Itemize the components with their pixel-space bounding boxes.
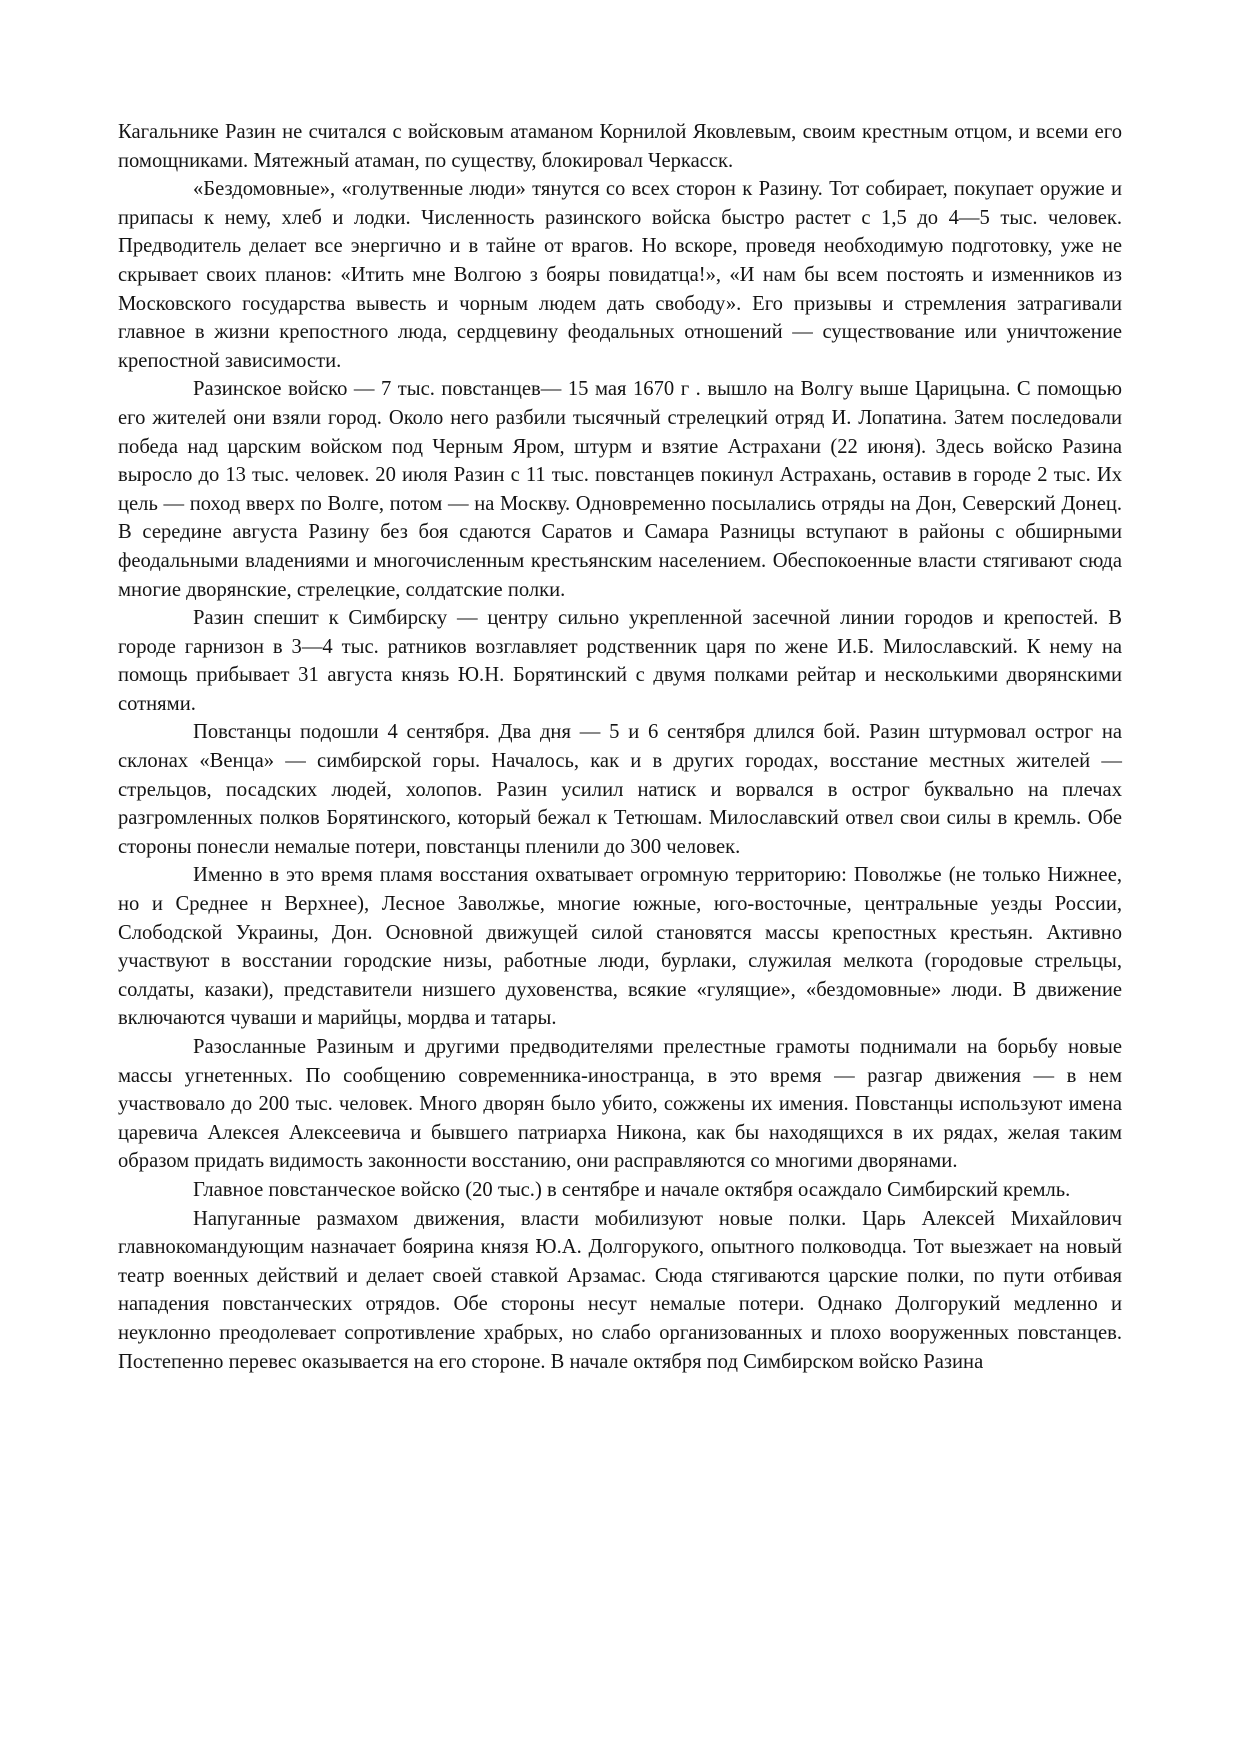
document-page: [118, 118, 1122, 1376]
paragraph: Повстанцы подошли 4 сентября. Два дня — 5 и 6 сентября длился бой. Разин штурмовал острог на склонах «Венца» — симбирской горы. Началось, как и в других городах, восстание местных жителей — стрельцов, посадских людей, холопов. Разин усилил натиск и ворвался в острог буквально на плечах разгромленных полков Борятинского, который бежал к Тетюшам. Милославский отвел свои силы в кремль. Обе стороны понесли немалые потери, повстанцы пленили до 300 человек.: [118, 721, 1122, 858]
paragraph: Главное повстанческое войско (20 тыс.) в сентябре и начале октября осаждало Симбирский кремль.: [193, 1178, 1071, 1201]
paragraph: Разин спешит к Симбирску — центру сильно укрепленной засечной линии городов и крепостей. В городе гарнизон в 3—4 тыс. ратников возглавляет родственник царя по жене И.Б. Милославский. К нему на помощь прибывает 31 августа князь Ю.Н. Борятинский с двумя полками рейтар и несколькими дворянскими сотнями.: [118, 607, 1122, 715]
paragraph: Напуганные размахом движения, власти мобилизуют новые полки. Царь Алексей Михайлович главнокомандующим назначает боярина князя Ю.А. Долгорукого, опытного полководца. Тот выезжает на новый театр военных действий и делает своей ставкой Арзамас. Сюда стягиваются царские полки, по пути отбивая нападения повстанческих отрядов. Обе стороны несут немалые потери. Однако Долгорукий медленно и неуклонно преодолевает сопротивление храбрых, но слабо организованных и плохо вооруженных повстанцев. Постепенно перевес оказывается на его стороне. В начале октября под Симбирском войско Разина: [118, 1207, 1122, 1373]
paragraph: Разинское войско — 7 тыс. повстанцев— 15 мая 1670 г . вышло на Волгу выше Царицына. С помощью его жителей они взяли город. Около него разбили тысячный стрелецкий отряд И. Лопатина. Затем последовали победа над царским войском под Черным Яром, штурм и взятие Астрахани (22 июня). Здесь войско Разина выросло до 13 тыс. человек. 20 июля Разин с 11 тыс. повстанцев покинул Астрахань, оставив в городе 2 тыс. Их цель — поход вверх по Волге, потом — на Москву. Одновременно посылались отряды на Дон, Северский Донец. В середине августа Разину без боя сдаются Саратов и Самара Разницы вступают в районы с обширными феодальными владениями и многочисленным крестьянским населением. Обеспокоенные власти стягивают сюда многие дворянские, стрелецкие, солдатские полки.: [118, 378, 1122, 601]
paragraph: «Бездомовные», «голутвенные люди» тянутся со всех сторон к Разину. Тот собирает, покупает оружие и припасы к нему, хлеб и лодки. Численность разинского войска быстро растет с 1,5 до 4—5 тыс. человек. Предводитель делает все энергично и в тайне от врагов. Но вскоре, проведя необходимую подготовку, уже не скрывает своих планов: «Итить мне Волгою з бояры повидатца!», «И нам бы всем постоять и изменников из Московского государства вывесть и чорным людем дать свободу». Его призывы и стремления затрагивали главное в жизни крепостного люда, сердцевину феодальных отношений — существование или уничтожение крепостной зависимости.: [118, 178, 1122, 372]
paragraph: Разосланные Разиным и другими предводителями прелестные грамоты поднимали на борьбу новые массы угнетенных. По сообщению современника-иностранца, в это время — разгар движения — в нем участвовало до 200 тыс. человек. Много дворян было убито, сожжены их имения. Повстанцы используют имена царевича Алексея Алексеевича и бывшего патриарха Никона, как бы находящихся в их рядах, желая таким образом придать видимость законности восстанию, они расправляются со многими дворянами.: [118, 1036, 1122, 1173]
paragraph: Именно в это время пламя восстания охватывает огромную территорию: Поволжье (не только Нижнее, но и Среднее н Верхнее), Лесное Заволжье, многие южные, юго-восточные, центральные уезды России, Слободской Украины, Дон. Основной движущей силой становятся массы крепостных крестьян. Активно участвуют в восстании городские низы, работные люди, бурлаки, служилая мелкота (городовые стрельцы, солдаты, казаки), представители низшего духовенства, всякие «гулящие», «бездомовные» люди. В движение включаются чуваши и марийцы, мордва и татары.: [118, 864, 1122, 1030]
paragraph: Кагальнике Разин не считался с войсковым атаманом Корнилой Яковлевым, своим крестным отцом, и всеми его помощниками. Мятежный атаман, по существу, блокировал Черкасск.: [118, 121, 1122, 172]
